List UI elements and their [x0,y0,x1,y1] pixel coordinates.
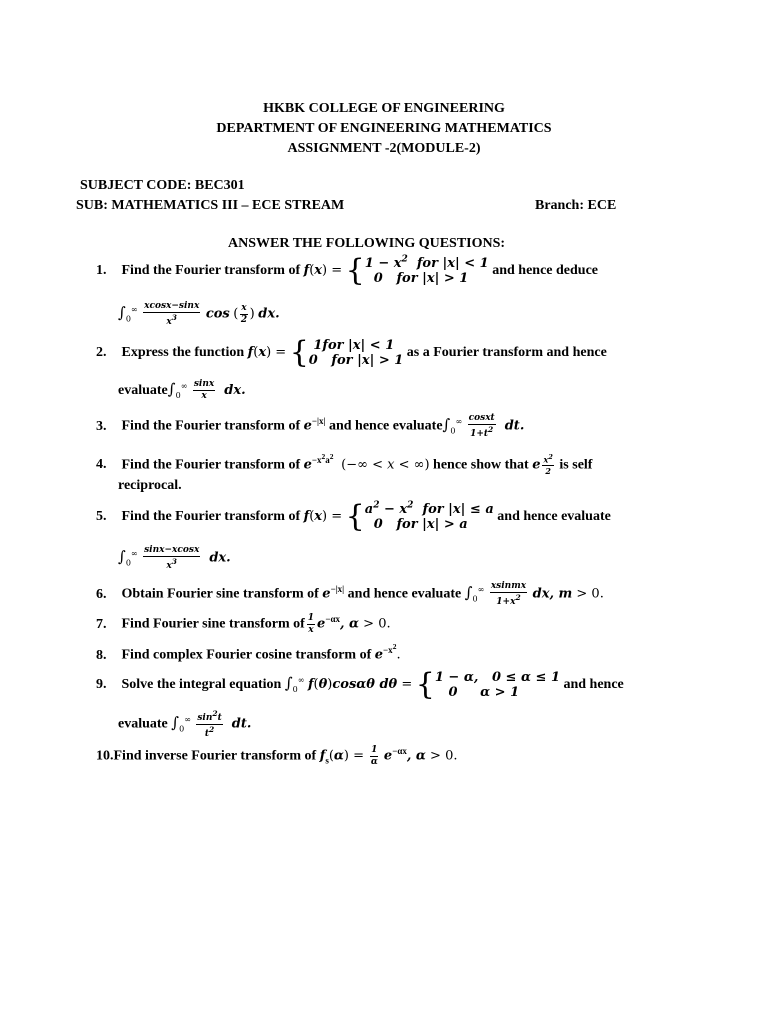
question-number: 4. [96,457,107,473]
question-number: 10. [96,748,114,764]
question-evaluate: evaluate [118,716,168,732]
question-number: 9. [96,677,107,693]
question-4: 4. Find the Fourier transform of $e^{-x^2a^2}$ (−∞ < x < ∞) hence show that e $\frac{x^2}{2}$ is self [96,451,593,476]
question-number: 7. [96,616,107,632]
question-number: 8. [96,647,107,663]
question-text: Obtain Fourier sine transform of [121,586,319,602]
question-10: 10.Find inverse Fourier transform of $f_s(\alpha)$ = $\frac{1}{\alpha}$ $e^{-\alpha x}$, α > 0. [96,745,458,767]
question-8: 8. Find complex Fourier cosine transform of $e^{-x^2}$. [96,642,401,663]
department-name: DEPARTMENT OF ENGINEERING MATHEMATICS [216,121,552,136]
assignment-title: ASSIGNMENT -2(MODULE-2) [287,141,481,156]
question-3: 3. Find the Fourier transform of $e^{-|x|}$ and hence $evaluate\int_0^\infty$ $\frac{\text{cosxt}}{1+t^2}$ dt. [96,413,525,439]
instructions: ANSWER THE FOLLOWING QUESTIONS: [228,236,506,251]
question-number: 2. [96,345,107,361]
question-4-line2: reciprocal. [118,478,182,493]
question-2-line2: $evaluate\int_0^\infty$ $\frac{\sin x}{x}$ dx. [118,379,246,402]
question-tail: as a Fourier transform and hence [406,345,607,361]
question-text: Find the Fourier transform of [121,418,301,434]
question-text: Find the Fourier transform of [121,263,301,279]
question-1: 1. Find the Fourier transform of f(x) = { $1 - x^2$ for |x| < 1 0 for |x| > 1 and hence deduce [96,253,599,288]
question-text: Find the Fourier transform of [121,509,301,525]
question-6: 6. Obtain Fourier sine transform of $e^{-|x|}$ and hence evaluate $\int_0^\infty$ $\frac{\text{xsinmx}}{1+x^2}$ dx, m > 0. [96,581,604,607]
question-evaluate: evaluate [118,383,168,398]
question-5: 5. Find the Fourier transform of f(x) = { $a^2 - x^2$ for |x| ≤ a 0 for |x| > a and hence evaluate [96,499,611,534]
question-tail: is self [559,457,593,473]
question-number: 6. [96,586,107,602]
question-text: Find Fourier sine transform of [121,616,305,632]
question-text: Express the function [121,345,245,361]
question-2: 2. Express the function f(x) = { 1for |x| < 1 0 for |x| > 1 as a Fourier transform and hence [96,335,607,370]
question-5-integral: $\int_0^\infty$ $\frac{\sin x-xcosx}{x^3}$ dx. [118,545,231,571]
question-text: Find inverse Fourier transform of [113,748,317,764]
branch: Branch: ECE [535,198,617,213]
question-mid: and hence evaluate [347,586,462,602]
question-text: Find complex Fourier cosine transform of [121,647,372,663]
question-text: Find the Fourier transform of [121,457,301,473]
question-number: 5. [96,509,107,525]
question-tail: and hence deduce [492,263,599,279]
question-1-integral: $\int_0^\infty$ $\frac{xcosx-\sin x}{x^3}$ cos ( $\frac{x}{2}$ ) dx. [118,301,280,327]
question-text: Solve the integral equation [121,677,282,693]
question-mid: and hence evaluate [328,418,443,434]
question-tail: and hence evaluate [497,509,611,525]
question-9-line2: evaluate $\int_0^\infty$ $\frac{\sin^2t}{t^2}$ dt. [118,709,252,739]
question-tail: and hence [563,677,624,693]
question-mid: hence show that [433,457,529,473]
question-7: 7. Find Fourier sine transform of $\frac{1}{x}$ $e^{-\alpha x}$, α > 0. [96,613,391,635]
college-name: HKBK COLLEGE OF ENGINEERING [263,101,505,116]
question-number: 1. [96,263,107,279]
subject-name: SUB: MATHEMATICS III – ECE STREAM [76,198,345,213]
question-9: 9. Solve the integral equation $\int_0^\infty$ f(θ)cosαθ dθ = { 1 − α, 0 ≤ α ≤ 1 0 α > 1 and hence [96,667,624,702]
question-number: 3. [96,418,107,434]
subject-code: SUBJECT CODE: BEC301 [80,178,245,193]
